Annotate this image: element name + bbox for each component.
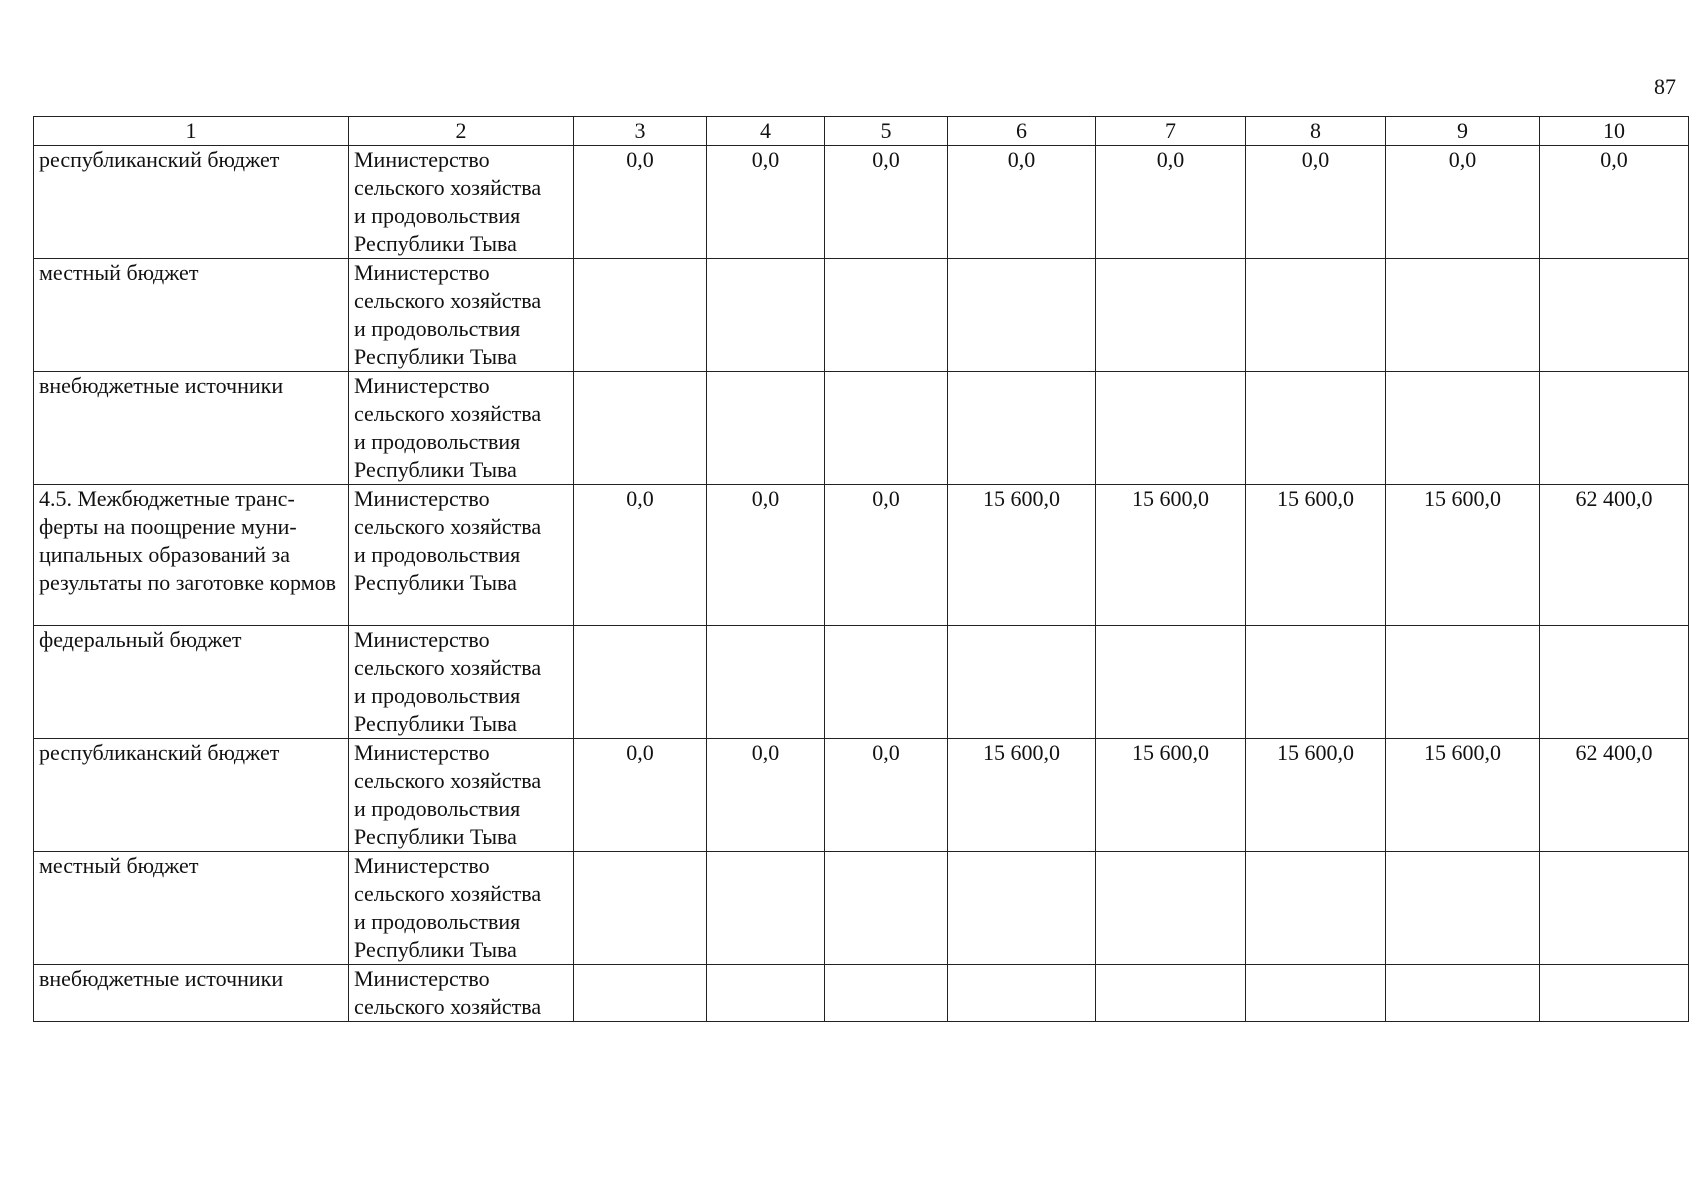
budget-table bbox=[33, 116, 1689, 1022]
cell-col-3: 0,0 bbox=[574, 739, 707, 852]
cell-col-9: 0,0 bbox=[1386, 146, 1540, 259]
cell-col-9: 15 600,0 bbox=[1386, 485, 1540, 626]
table-row bbox=[34, 259, 1689, 372]
row-executor: Министерство сельского хозяйства и продовольствия Республики Тыва bbox=[349, 146, 574, 259]
cell-col-5 bbox=[825, 372, 948, 485]
table-row bbox=[34, 146, 1689, 259]
cell-col-5 bbox=[825, 965, 948, 1022]
column-header-9: 9 bbox=[1386, 117, 1540, 146]
column-header-8: 8 bbox=[1246, 117, 1386, 146]
cell-col-7: 15 600,0 bbox=[1096, 485, 1246, 626]
cell-col-8 bbox=[1246, 372, 1386, 485]
table-row bbox=[34, 626, 1689, 739]
cell-col-9 bbox=[1386, 965, 1540, 1022]
column-header-4: 4 bbox=[707, 117, 825, 146]
row-label: республиканский бюджет bbox=[34, 739, 349, 852]
row-label: республиканский бюджет bbox=[34, 146, 349, 259]
row-executor: Министерство сельского хозяйства и продовольствия Республики Тыва bbox=[349, 259, 574, 372]
column-header-10: 10 bbox=[1540, 117, 1689, 146]
column-header-7: 7 bbox=[1096, 117, 1246, 146]
row-executor: Министерство сельского хозяйства и продовольствия Республики Тыва bbox=[349, 485, 574, 626]
cell-col-8: 15 600,0 bbox=[1246, 739, 1386, 852]
cell-col-7 bbox=[1096, 626, 1246, 739]
table-row bbox=[34, 485, 1689, 626]
cell-col-4 bbox=[707, 965, 825, 1022]
cell-col-8 bbox=[1246, 965, 1386, 1022]
cell-col-9: 15 600,0 bbox=[1386, 739, 1540, 852]
cell-col-4 bbox=[707, 372, 825, 485]
cell-col-7 bbox=[1096, 372, 1246, 485]
cell-col-6 bbox=[948, 259, 1096, 372]
cell-col-6 bbox=[948, 372, 1096, 485]
cell-col-10 bbox=[1540, 852, 1689, 965]
cell-col-7 bbox=[1096, 259, 1246, 372]
cell-col-6 bbox=[948, 852, 1096, 965]
cell-col-3 bbox=[574, 852, 707, 965]
cell-col-7 bbox=[1096, 852, 1246, 965]
cell-col-8 bbox=[1246, 626, 1386, 739]
cell-col-6: 15 600,0 bbox=[948, 485, 1096, 626]
row-label: местный бюджет bbox=[34, 852, 349, 965]
row-executor: Министерство сельского хозяйства и продовольствия Республики Тыва bbox=[349, 626, 574, 739]
cell-col-10 bbox=[1540, 259, 1689, 372]
row-executor: Министерство сельского хозяйства bbox=[349, 965, 574, 1022]
row-label: федеральный бюджет bbox=[34, 626, 349, 739]
column-header-6: 6 bbox=[948, 117, 1096, 146]
cell-col-3 bbox=[574, 626, 707, 739]
row-executor: Министерство сельского хозяйства и продовольствия Республики Тыва bbox=[349, 739, 574, 852]
row-executor: Министерство сельского хозяйства и продовольствия Республики Тыва bbox=[349, 852, 574, 965]
page-number: 87 bbox=[1654, 74, 1676, 99]
table-row bbox=[34, 739, 1689, 852]
row-label: внебюджетные источники bbox=[34, 965, 349, 1022]
table-row bbox=[34, 965, 1689, 1022]
cell-col-9 bbox=[1386, 372, 1540, 485]
column-header-3: 3 bbox=[574, 117, 707, 146]
cell-col-5 bbox=[825, 626, 948, 739]
cell-col-5 bbox=[825, 259, 948, 372]
table-header-row bbox=[34, 117, 1689, 146]
row-label: внебюджетные источники bbox=[34, 372, 349, 485]
column-header-5: 5 bbox=[825, 117, 948, 146]
cell-col-10: 62 400,0 bbox=[1540, 485, 1689, 626]
cell-col-5: 0,0 bbox=[825, 485, 948, 626]
cell-col-8 bbox=[1246, 852, 1386, 965]
cell-col-6 bbox=[948, 965, 1096, 1022]
table-row bbox=[34, 852, 1689, 965]
cell-col-6 bbox=[948, 626, 1096, 739]
cell-col-10: 62 400,0 bbox=[1540, 739, 1689, 852]
row-label: 4.5. Межбюджетные транс-ферты на поощрение муни-ципальных образований за результаты по заготовке кормов bbox=[34, 485, 349, 626]
cell-col-3: 0,0 bbox=[574, 146, 707, 259]
cell-col-9 bbox=[1386, 626, 1540, 739]
cell-col-6: 15 600,0 bbox=[948, 739, 1096, 852]
cell-col-5 bbox=[825, 852, 948, 965]
cell-col-4 bbox=[707, 259, 825, 372]
cell-col-4: 0,0 bbox=[707, 146, 825, 259]
cell-col-10 bbox=[1540, 965, 1689, 1022]
row-label: местный бюджет bbox=[34, 259, 349, 372]
cell-col-9 bbox=[1386, 852, 1540, 965]
cell-col-3 bbox=[574, 259, 707, 372]
cell-col-9 bbox=[1386, 259, 1540, 372]
table-row bbox=[34, 372, 1689, 485]
cell-col-4 bbox=[707, 852, 825, 965]
cell-col-4: 0,0 bbox=[707, 739, 825, 852]
cell-col-7 bbox=[1096, 965, 1246, 1022]
row-executor: Министерство сельского хозяйства и продовольствия Республики Тыва bbox=[349, 372, 574, 485]
cell-col-8: 15 600,0 bbox=[1246, 485, 1386, 626]
cell-col-10 bbox=[1540, 372, 1689, 485]
cell-col-3: 0,0 bbox=[574, 485, 707, 626]
cell-col-3 bbox=[574, 372, 707, 485]
column-header-1: 1 bbox=[34, 117, 349, 146]
cell-col-4: 0,0 bbox=[707, 485, 825, 626]
cell-col-3 bbox=[574, 965, 707, 1022]
cell-col-10 bbox=[1540, 626, 1689, 739]
cell-col-7: 15 600,0 bbox=[1096, 739, 1246, 852]
column-header-2: 2 bbox=[349, 117, 574, 146]
cell-col-8: 0,0 bbox=[1246, 146, 1386, 259]
cell-col-10: 0,0 bbox=[1540, 146, 1689, 259]
cell-col-5: 0,0 bbox=[825, 146, 948, 259]
cell-col-8 bbox=[1246, 259, 1386, 372]
cell-col-5: 0,0 bbox=[825, 739, 948, 852]
cell-col-6: 0,0 bbox=[948, 146, 1096, 259]
cell-col-4 bbox=[707, 626, 825, 739]
cell-col-7: 0,0 bbox=[1096, 146, 1246, 259]
